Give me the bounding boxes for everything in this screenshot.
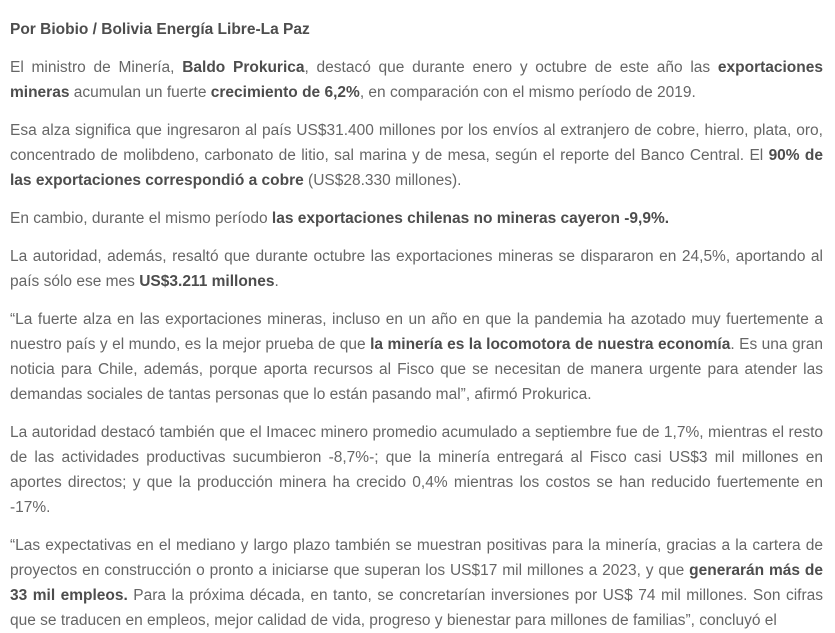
byline: Por Biobio / Bolivia Energía Libre-La Paz — [10, 21, 310, 38]
paragraph-imacec — [10, 420, 823, 520]
emphasized-text-run: la minería es la locomotora de nuestra economía — [370, 336, 731, 353]
paragraph-october — [10, 244, 823, 294]
text-run: , en comparación con el mismo período de 2019. — [359, 84, 696, 101]
paragraph-non-mining — [10, 206, 823, 231]
text-run: El ministro de Minería, — [10, 59, 183, 76]
emphasized-text-run: Baldo Prokurica — [182, 59, 305, 76]
text-run: (US$28.330 millones). — [303, 172, 462, 189]
text-run: acumulan un fuerte — [69, 84, 211, 101]
emphasized-text-run: generarán más de 33 mil empleos. — [10, 562, 823, 604]
emphasized-text-run: crecimiento de 6,2% — [210, 84, 360, 101]
text-run: . — [274, 273, 279, 290]
emphasized-text-run: las exportaciones chilenas no mineras cayeron -9,9%. — [271, 210, 670, 227]
text-run: “La fuerte alza en las exportaciones mineras, incluso en un año en que la pandemia ha azotado muy fuertemente a nuestro país y el mundo, es la mejor prueba de que — [10, 311, 823, 353]
text-run: Para la próxima década, en tanto, se concretarían inversiones por US$ 74 mil millones. Son cifras que se traducen en empleos, mejor calidad de vida, progreso y bienestar para millones de familias”, concluyó el — [10, 587, 823, 629]
paragraph-quote-expectativas — [10, 533, 823, 633]
text-run: “Las expectativas en el mediano y largo plazo también se muestran positivas para la minería, gracias a la cartera de proyectos en construcción o pronto a iniciarse que superan los US$17 mil millones a 2023, y que — [10, 537, 823, 579]
text-run: , destacó que durante enero y octubre de este año las — [304, 59, 718, 76]
text-run: Esa alza significa que ingresaron al país US$31.400 millones por los envíos al extranjero de cobre, hierro, plata, oro, concentrado de molibdeno, carbonato de litio, sal marina y de mesa, según el reporte del Banco Central. El — [10, 122, 823, 164]
paragraph-quote-locomotora — [10, 307, 823, 407]
emphasized-text-run: exportaciones mineras — [10, 59, 823, 101]
emphasized-text-run: 90% de las exportaciones correspondió a cobre — [10, 147, 824, 189]
emphasized-text-run: US$3.211 millones — [139, 273, 275, 290]
text-run: La autoridad destacó también que el Imacec minero promedio acumulado a septiembre fue de 1,7%, mientras el resto de las actividades productivas sucumbieron -8,7%-; que la minería entregará al Fisco casi US$3 mil millones en aportes directos; y que la producción minera ha crecido 0,4% mientras los costos se han reducido fuertemente en -17%. — [10, 424, 823, 516]
text-run: La autoridad, además, resaltó que durante octubre las exportaciones mineras se dispararon en 24,5%, aportando al país sólo ese mes — [10, 248, 823, 290]
paragraph-exports-total — [10, 118, 823, 193]
paragraph-lead — [10, 55, 823, 105]
text-run: En cambio, durante el mismo período — [10, 210, 272, 227]
text-run: . Es una gran noticia para Chile, además, porque aporta recursos al Fisco que se necesitan de manera urgente para atender las demandas sociales de tantas personas que lo están pasando mal”, afirmó Prokurica. — [10, 336, 824, 403]
